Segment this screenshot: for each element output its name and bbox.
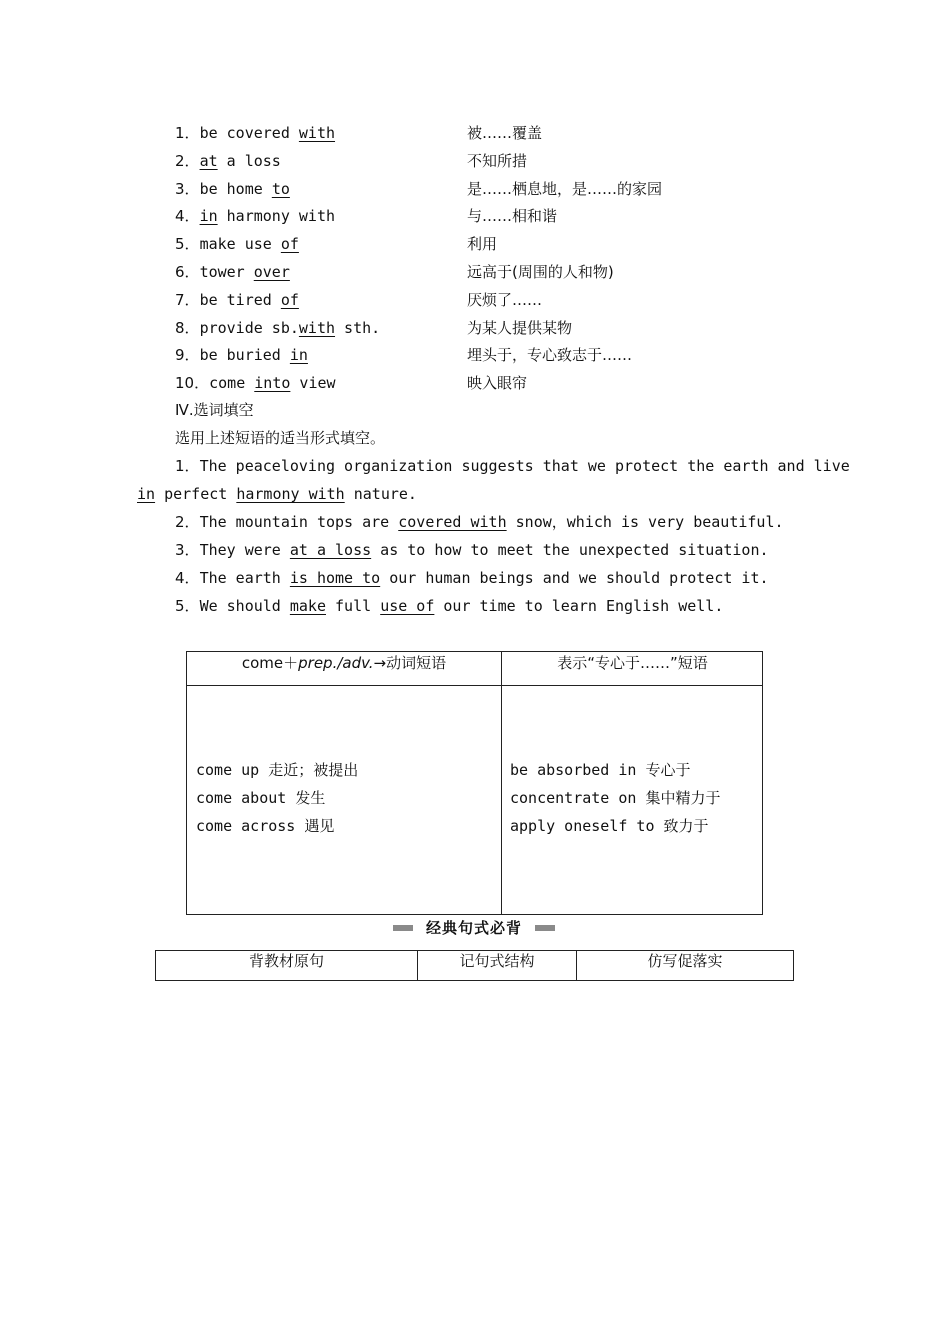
- phrase-meaning: 不知所措: [467, 152, 528, 170]
- sentence-2: 2．The mountain tops are covered with snow，which is very beautiful.: [175, 513, 784, 531]
- answer-blank: at: [199, 152, 218, 170]
- table-header-cell: 背教材原句: [248, 952, 324, 970]
- sentence-number: 4: [175, 569, 185, 587]
- phrase-text: be home: [199, 180, 272, 198]
- phrase-meaning: 远高于(周围的人和物): [467, 263, 614, 281]
- sentence-number: 5: [175, 597, 185, 615]
- sentence-text: We should: [199, 597, 290, 615]
- sentence-text: our human beings and we should protect it.: [380, 569, 769, 587]
- phrase-number: 2: [175, 152, 185, 170]
- sentence-text: as to how to meet the unexpected situation.: [371, 541, 769, 559]
- phrase-number: 8: [175, 319, 185, 337]
- table-header-cell: 仿写促落实: [647, 952, 723, 970]
- answer-blank: with: [298, 124, 336, 142]
- answer-blank: to: [271, 180, 290, 198]
- phrase-meaning: 为某人提供某物: [467, 319, 573, 337]
- answer-blank: covered with: [398, 513, 507, 531]
- phrase-number: 6: [175, 263, 185, 281]
- sentence-text: nature.: [344, 485, 417, 503]
- table-header-right: 表示“专心于……”短语: [557, 654, 708, 672]
- phrase-text: harmony with: [217, 207, 336, 225]
- table-cell-right: [510, 756, 720, 840]
- banner-decoration: [393, 925, 413, 931]
- sentence-table: [155, 950, 794, 981]
- section-banner: [393, 917, 555, 939]
- phrase-meaning: 被……覆盖: [467, 124, 543, 142]
- list-item: come across 遇见: [196, 817, 335, 835]
- phrase-row: 9．be buried in: [175, 346, 308, 364]
- answer-blank: harmony with: [236, 485, 345, 503]
- phrase-number: 10: [175, 374, 195, 392]
- sentence-text: The peaceloving organization suggests that we protect the earth and live: [199, 457, 850, 475]
- phrase-row: 10．come into view: [175, 374, 336, 392]
- phrase-table: [186, 651, 763, 915]
- answer-blank: in: [199, 207, 218, 225]
- sentence-1-line-2: [137, 484, 417, 504]
- phrase-text: come: [209, 374, 255, 392]
- phrase-row: 6．tower over: [175, 263, 290, 281]
- phrase-number: 1: [175, 124, 185, 142]
- sentence-text: The mountain tops are: [199, 513, 399, 531]
- phrase-meaning: 埋头于，专心致志于……: [467, 346, 633, 364]
- phrase-number: 3: [175, 180, 185, 198]
- phrase-row: 7．be tired of: [175, 291, 299, 309]
- phrase-text: make use: [199, 235, 281, 253]
- answer-blank: over: [253, 263, 290, 281]
- section-instruction: 选用上述短语的适当形式填空。: [175, 429, 386, 447]
- answer-blank: in: [137, 485, 156, 503]
- sentence-number: 2: [175, 513, 185, 531]
- answer-blank: is home to: [289, 569, 381, 587]
- phrase-text: be covered: [199, 124, 299, 142]
- answer-blank: into: [254, 374, 291, 392]
- phrase-text: be tired: [199, 291, 281, 309]
- phrase-row: 2．at a loss: [175, 152, 281, 170]
- table-header-left: come＋prep./adv.→动词短语: [241, 654, 447, 672]
- sentence-5: 5．We should make full use of our time to learn English well.: [175, 597, 724, 615]
- table-header-cell: 记句式结构: [459, 952, 535, 970]
- sentence-text: perfect: [155, 485, 237, 503]
- answer-blank: of: [280, 291, 299, 309]
- list-item: come about 发生: [196, 789, 326, 807]
- list-item: be absorbed in 专心于: [510, 761, 691, 779]
- phrase-text: tower: [199, 263, 254, 281]
- sentence-text: full: [326, 597, 381, 615]
- sentence-text: The earth: [199, 569, 290, 587]
- phrase-row: 3．be home to: [175, 180, 290, 198]
- sentence-number: 3: [175, 541, 185, 559]
- phrase-text: view: [290, 374, 336, 392]
- phrase-number: 5: [175, 235, 185, 253]
- answer-blank: make: [289, 597, 326, 615]
- sentence-1-line-1: 1．The peaceloving organization suggests that we protect the earth and live: [175, 457, 850, 475]
- sentence-4: 4．The earth is home to our human beings and we should protect it.: [175, 569, 769, 587]
- answer-blank: in: [289, 346, 308, 364]
- phrase-text: sth.: [335, 319, 381, 337]
- phrase-number: 7: [175, 291, 185, 309]
- answer-blank: use of: [380, 597, 435, 615]
- table-divider: [501, 652, 502, 914]
- phrase-text: provide sb.: [199, 319, 299, 337]
- section-heading: Ⅳ.选词填空: [175, 401, 254, 419]
- answer-blank: of: [280, 235, 299, 253]
- list-item: apply oneself to 致力于: [510, 817, 709, 835]
- phrase-row: 4．in harmony with: [175, 207, 336, 225]
- answer-blank: with: [298, 319, 336, 337]
- sentence-text: They were: [199, 541, 290, 559]
- sentence-text: our time to learn English well.: [434, 597, 724, 615]
- sentence-text: snow，which is very beautiful.: [506, 513, 784, 531]
- list-item: come up 走近；被提出: [196, 761, 359, 779]
- phrase-meaning: 利用: [467, 235, 498, 253]
- table-divider: [187, 685, 762, 686]
- phrase-text: a loss: [217, 152, 281, 170]
- list-item: concentrate on 集中精力于: [510, 789, 721, 807]
- phrase-row: 1．be covered with: [175, 124, 336, 142]
- phrase-meaning: 与……相和谐: [467, 207, 558, 225]
- phrase-row: 8．provide sb.with sth.: [175, 319, 381, 337]
- phrase-number: 9: [175, 346, 185, 364]
- table-cell-left: [196, 756, 358, 840]
- banner-title: 经典句式必背: [425, 919, 522, 937]
- answer-blank: at a loss: [289, 541, 372, 559]
- sentence-number: 1: [175, 457, 185, 475]
- sentence-3: 3．They were at a loss as to how to meet the unexpected situation.: [175, 541, 769, 559]
- banner-decoration: [535, 925, 555, 931]
- phrase-text: be buried: [199, 346, 290, 364]
- phrase-row: 5．make use of: [175, 235, 299, 253]
- phrase-meaning: 是……栖息地，是……的家园: [467, 180, 663, 198]
- phrase-meaning: 映入眼帘: [467, 374, 528, 392]
- phrase-meaning: 厌烦了……: [467, 291, 543, 309]
- phrase-number: 4: [175, 207, 185, 225]
